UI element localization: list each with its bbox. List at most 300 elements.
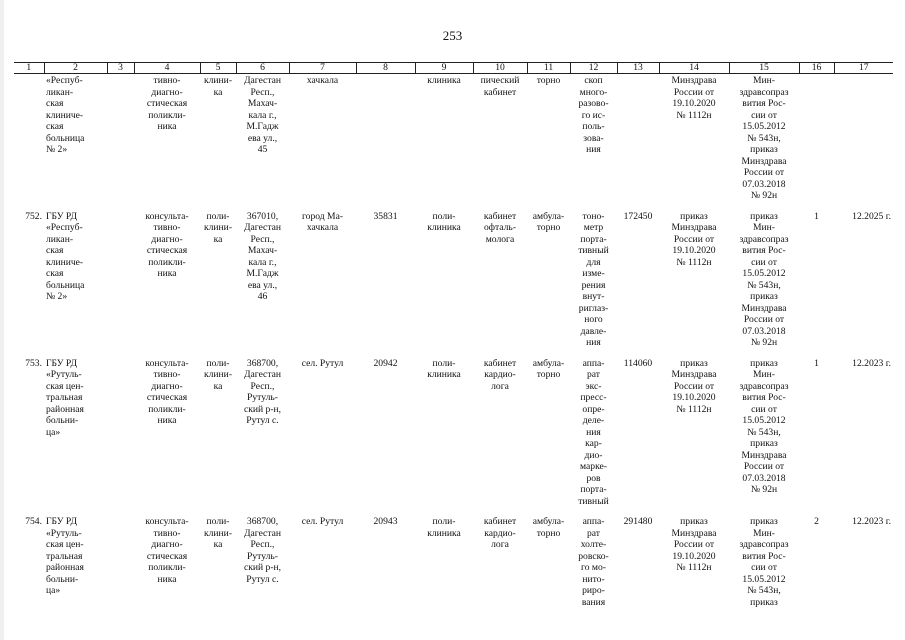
order2-cell — [729, 74, 799, 202]
cell-line: 368700, — [246, 357, 279, 369]
row-number — [14, 74, 44, 202]
cell-line: ка — [213, 539, 223, 550]
cell-line: приказ — [750, 596, 778, 608]
table-row — [14, 507, 893, 608]
cell-line: вания — [581, 596, 606, 608]
cell-line: поли- — [206, 357, 230, 369]
cell-line: клини- — [203, 527, 233, 539]
cell-line: 19.10.2020 — [672, 245, 716, 256]
cell-line: 2 — [814, 516, 819, 527]
cell-line: Рутул с. — [246, 415, 279, 426]
cell-line: диагно- — [151, 233, 183, 245]
cell-line: рат — [587, 527, 600, 539]
cell-line: 172450 — [623, 210, 653, 222]
cell-line: ния — [586, 144, 601, 155]
cell-line: ника — [157, 573, 177, 585]
cell-line: поликли- — [148, 256, 186, 268]
cell-line: районная — [46, 562, 84, 573]
cell-line: № 1112н — [676, 403, 712, 415]
cell-line: поликли- — [148, 562, 186, 573]
cell-line: лога — [491, 539, 509, 550]
cell-line: № 2» — [46, 144, 68, 155]
cell-line: М.Гадж — [246, 121, 279, 132]
type-cell — [200, 349, 236, 508]
cell-line: России от — [743, 167, 785, 178]
col-header: 16 — [799, 63, 834, 74]
price-cell — [617, 349, 659, 508]
col-header: 11 — [527, 63, 570, 74]
col-header: 10 — [473, 63, 527, 74]
cell-line: Минздрава — [671, 75, 717, 86]
cell-line: вития Рос- — [742, 98, 786, 109]
cell-line: ка — [213, 233, 223, 245]
cell-line: зова- — [583, 132, 604, 144]
address-cell — [236, 349, 289, 508]
cell-line: Минздрава — [671, 222, 717, 233]
cell-line: ния — [586, 426, 601, 438]
cell-line: № 1112н — [676, 109, 712, 121]
cell-line: торно — [536, 527, 561, 539]
cell-line: поли- — [206, 210, 230, 222]
cell-line: 20943 — [373, 516, 398, 527]
cell-line: ева ул., — [247, 279, 278, 291]
cell-line: «Респуб- — [46, 75, 83, 86]
column-header-row — [14, 63, 893, 74]
cell-line: клиника — [427, 222, 461, 233]
cell-line: ГБУ РД — [46, 210, 78, 222]
cell-line: 12.2023 г. — [852, 357, 891, 369]
organization-cell — [44, 507, 107, 608]
cell-line: М.Гадж — [246, 268, 279, 279]
code-cell — [356, 202, 415, 349]
cell-line: здравсопраз — [739, 233, 789, 245]
cell-line: диагно- — [151, 86, 183, 98]
scan-edge — [0, 0, 4, 640]
cell-line: рат — [587, 369, 600, 380]
cell-line: Респ., — [250, 86, 275, 98]
cell-line: Минздрава — [671, 369, 717, 380]
cell-line: сел. Рутул — [301, 357, 344, 369]
col-header: 8 — [356, 63, 415, 74]
cell-line: пический — [480, 75, 520, 86]
cell-line: России от — [673, 86, 715, 98]
cell-line: приказ — [750, 291, 778, 302]
cell-line: 754. — [25, 516, 42, 527]
order-cell — [659, 202, 729, 349]
price-cell — [617, 202, 659, 349]
order-cell — [659, 74, 729, 202]
cell-line: 19.10.2020 — [672, 550, 716, 562]
department-cell — [473, 349, 527, 508]
cell-line: для — [586, 256, 601, 268]
cell-line: вития Рос- — [742, 550, 786, 562]
organization-cell — [44, 349, 107, 508]
cell-line: кабинет — [483, 357, 517, 369]
col-header: 17 — [834, 63, 893, 74]
col-header: 13 — [617, 63, 659, 74]
cell-line: тоно- — [582, 210, 605, 222]
cell-line: 19.10.2020 — [672, 98, 716, 109]
cell-line: ГБУ РД — [46, 516, 78, 527]
cell-line: тивный — [578, 245, 609, 256]
col-header: 4 — [134, 63, 200, 74]
cell-line: экс- — [585, 380, 602, 392]
order2-cell — [729, 202, 799, 349]
cell-line: № 543н, — [747, 132, 781, 144]
cell-line: № 543н, — [747, 279, 781, 291]
cell-line: ка — [213, 380, 223, 392]
cell-line: приказ — [750, 516, 778, 527]
cell-line: тивно- — [153, 222, 181, 233]
cell-line: аппа- — [582, 516, 605, 527]
col-header: 2 — [44, 63, 107, 74]
cell-line: поли- — [432, 210, 456, 222]
cell-line: 368700, — [246, 516, 279, 527]
date-cell — [834, 507, 893, 608]
cell-line: приказ — [750, 210, 778, 222]
col-header: 1 — [14, 63, 44, 74]
cell-line: разово- — [578, 98, 609, 109]
equipment-cell — [570, 507, 617, 608]
cell-line: приказ — [680, 516, 708, 527]
cell-line: сел. Рутул — [301, 516, 344, 527]
kind-cell — [415, 349, 473, 508]
organization-cell — [44, 74, 107, 202]
table-row — [14, 349, 893, 508]
cell-line: клини- — [203, 75, 233, 86]
cell-line: № 1112н — [676, 256, 712, 268]
cell-line: дио- — [584, 449, 603, 461]
cell-line: консульта- — [145, 516, 189, 527]
cell-line: Минздрава — [741, 302, 787, 314]
cell-line: кабинет — [483, 210, 517, 222]
cell-line: метр — [583, 222, 604, 233]
profile-cell — [134, 349, 200, 508]
cell-line: ника — [157, 268, 177, 279]
col-header: 6 — [236, 63, 289, 74]
settlement-cell — [289, 349, 356, 508]
cell-line: молога — [485, 233, 515, 245]
cell-line: России от — [673, 380, 715, 392]
col3-cell — [107, 202, 134, 349]
cell-line: 753. — [25, 357, 42, 369]
cell-line: рения — [581, 279, 606, 291]
care-cell — [527, 349, 570, 508]
quantity-cell — [799, 507, 834, 608]
table-row — [14, 74, 893, 202]
cell-line: 12.2023 г. — [852, 516, 891, 527]
cell-line: клини- — [203, 222, 233, 233]
cell-line: районная — [46, 403, 84, 415]
cell-line: сии от — [751, 562, 777, 573]
cell-line: 1 — [814, 357, 819, 369]
col-header: 9 — [415, 63, 473, 74]
cell-line: клиниче- — [46, 109, 84, 121]
kind-cell — [415, 74, 473, 202]
cell-line: Дагестан — [243, 527, 282, 539]
settlement-cell — [289, 507, 356, 608]
cell-line: тивно- — [153, 75, 181, 86]
cell-line: Мин- — [753, 75, 775, 86]
cell-line: № 2» — [46, 291, 68, 302]
cell-line: ния — [586, 337, 601, 348]
cell-line: тивный — [578, 495, 609, 507]
cell-line: Минздрава — [741, 155, 787, 167]
cell-line: 07.03.2018 — [742, 472, 786, 484]
settlement-cell — [289, 74, 356, 202]
cell-line: порта- — [580, 233, 607, 245]
cell-line: ликан- — [46, 233, 74, 245]
cell-line: ская — [46, 245, 64, 256]
cell-line: стическая — [146, 245, 188, 256]
cell-line: клиниче- — [46, 256, 84, 268]
cell-line: «Рутуль- — [46, 369, 82, 380]
col-header: 5 — [200, 63, 236, 74]
cell-line: внут- — [582, 291, 605, 302]
cell-line: го ис- — [581, 109, 606, 121]
cell-line: Мин- — [753, 369, 775, 380]
cell-line: 15.05.2012 — [742, 573, 786, 585]
type-cell — [200, 74, 236, 202]
cell-line: России от — [673, 539, 715, 550]
cell-line: больни- — [46, 573, 79, 585]
care-cell — [527, 74, 570, 202]
price-cell — [617, 74, 659, 202]
cell-line: 07.03.2018 — [742, 325, 786, 337]
equipment-cell — [570, 202, 617, 349]
care-cell — [527, 202, 570, 349]
cell-line: тральная — [46, 392, 83, 403]
cell-line: № 1112н — [676, 562, 712, 573]
cell-line: № 543н, — [747, 585, 781, 596]
cell-line: № 92н — [750, 484, 778, 495]
cell-line: ская — [46, 121, 64, 132]
cell-line: больница — [46, 132, 85, 144]
cell-line: поль- — [582, 121, 605, 132]
cell-line: Дагестан — [243, 75, 282, 86]
cell-line: диагно- — [151, 380, 183, 392]
cell-line: приказ — [680, 210, 708, 222]
cell-line: марке- — [580, 461, 607, 472]
cell-line: 46 — [257, 291, 268, 302]
cell-line: консульта- — [145, 210, 189, 222]
cell-line: ская цен- — [46, 380, 84, 392]
equipment-table — [14, 62, 893, 608]
address-cell — [236, 507, 289, 608]
cell-line: приказ — [750, 438, 778, 449]
cell-line: амбула- — [532, 210, 565, 222]
cell-line: 15.05.2012 — [742, 121, 786, 132]
cell-line: аппа- — [582, 357, 605, 369]
cell-line: хачкала — [306, 222, 339, 233]
quantity-cell — [799, 202, 834, 349]
cell-line: много- — [579, 86, 608, 98]
cell-line: № 92н — [750, 337, 778, 348]
cell-line: сии от — [751, 256, 777, 268]
cell-line: ного — [584, 314, 603, 325]
date-cell — [834, 74, 893, 202]
address-cell — [236, 74, 289, 202]
order-cell — [659, 507, 729, 608]
cell-line: Мин- — [753, 527, 775, 539]
cell-line: город Ма- — [301, 210, 344, 222]
equipment-cell — [570, 74, 617, 202]
cell-line: скоп — [584, 75, 603, 86]
cell-line: 15.05.2012 — [742, 415, 786, 426]
cell-line: Респ., — [250, 233, 275, 245]
cell-line: 114060 — [623, 357, 653, 369]
kind-cell — [415, 202, 473, 349]
organization-cell — [44, 202, 107, 349]
cell-line: Дагестан — [243, 222, 282, 233]
cell-line: изме- — [582, 268, 605, 279]
cell-line: пресс- — [580, 392, 607, 403]
cell-line: кардио- — [484, 369, 516, 380]
code-cell — [356, 74, 415, 202]
row-number — [14, 507, 44, 608]
cell-line: клини- — [203, 369, 233, 380]
cell-line: Рутул с. — [246, 573, 279, 585]
cell-line: поликли- — [148, 403, 186, 415]
col3-cell — [107, 507, 134, 608]
cell-line: Махач- — [247, 98, 278, 109]
row-number — [14, 202, 44, 349]
cell-line: «Рутуль- — [46, 527, 82, 539]
profile-cell — [134, 202, 200, 349]
cell-line: Минздрава — [671, 527, 717, 539]
cell-line: кабинет — [483, 516, 517, 527]
cell-line: ровско- — [578, 550, 609, 562]
cell-line: 07.03.2018 — [742, 178, 786, 190]
quantity-cell — [799, 349, 834, 508]
department-cell — [473, 507, 527, 608]
cell-line: лога — [491, 380, 509, 392]
cell-line: диагно- — [151, 539, 183, 550]
cell-line: ка — [213, 86, 223, 98]
cell-line: 15.05.2012 — [742, 268, 786, 279]
table-body — [14, 74, 893, 609]
cell-line: кала г., — [248, 256, 277, 268]
cell-line: больни- — [46, 415, 79, 426]
cell-line: ника — [157, 121, 177, 132]
cell-line: го мо- — [581, 562, 606, 573]
cell-line: № 92н — [750, 190, 778, 201]
equipment-cell — [570, 349, 617, 508]
row-number — [14, 349, 44, 508]
cell-line: здравсопраз — [739, 86, 789, 98]
cell-line: риро- — [582, 585, 605, 596]
col-header: 7 — [289, 63, 356, 74]
cell-line: тивно- — [153, 369, 181, 380]
cell-line: стическая — [146, 392, 188, 403]
cell-line: Мин- — [753, 222, 775, 233]
cell-line: Махач- — [247, 245, 278, 256]
cell-line: торно — [536, 222, 561, 233]
cell-line: 752. — [25, 210, 42, 222]
cell-line: Минздрава — [741, 449, 787, 461]
cell-line: ский р-н, — [243, 403, 282, 415]
cell-line: Рутуль- — [247, 550, 278, 562]
cell-line: поли- — [432, 516, 456, 527]
cell-line: 19.10.2020 — [672, 392, 716, 403]
cell-line: России от — [743, 461, 785, 472]
cell-line: порта- — [580, 484, 607, 495]
cell-line: ева ул., — [247, 132, 278, 144]
page-number: 253 — [442, 28, 463, 43]
cell-line: 12.2025 г. — [852, 210, 891, 222]
cell-line: ров — [586, 472, 601, 484]
cell-line: амбула- — [532, 357, 565, 369]
cell-line: Респ., — [250, 380, 275, 392]
cell-line: «Респуб- — [46, 222, 83, 233]
department-cell — [473, 74, 527, 202]
cell-line: клиника — [427, 527, 461, 539]
cell-line: России от — [743, 314, 785, 325]
date-cell — [834, 349, 893, 508]
cell-line: поликли- — [148, 109, 186, 121]
cell-line: ский р-н, — [243, 562, 282, 573]
cell-line: ская — [46, 268, 64, 279]
cell-line: ская — [46, 98, 64, 109]
cell-line: клиника — [427, 75, 461, 86]
cell-line: ГБУ РД — [46, 357, 78, 369]
cell-line: Дагестан — [243, 369, 282, 380]
cell-line: 291480 — [623, 516, 653, 527]
col3-cell — [107, 74, 134, 202]
cell-line: консульта- — [145, 357, 189, 369]
type-cell — [200, 507, 236, 608]
cell-line: холте- — [580, 539, 607, 550]
order2-cell — [729, 349, 799, 508]
col-header: 14 — [659, 63, 729, 74]
cell-line: ликан- — [46, 86, 74, 98]
cell-line: ская цен- — [46, 539, 84, 550]
cell-line: сии от — [751, 109, 777, 121]
cell-line: торно — [536, 75, 561, 86]
cell-line: ца» — [46, 426, 61, 438]
cell-line: 367010, — [246, 210, 279, 222]
price-cell — [617, 507, 659, 608]
cell-line: клиника — [427, 369, 461, 380]
cell-line: приказ — [750, 144, 778, 155]
cell-line: вития Рос- — [742, 245, 786, 256]
order2-cell — [729, 507, 799, 608]
cell-line: кала г., — [248, 109, 277, 121]
col-header: 15 — [729, 63, 799, 74]
col3-cell — [107, 349, 134, 508]
cell-line: вития Рос- — [742, 392, 786, 403]
cell-line: опре- — [582, 403, 605, 415]
cell-line: поли- — [432, 357, 456, 369]
col-header: 12 — [570, 63, 617, 74]
profile-cell — [134, 74, 200, 202]
cell-line: Рутуль- — [247, 392, 278, 403]
cell-line: здравсопраз — [739, 380, 789, 392]
cell-line: сии от — [751, 403, 777, 415]
cell-line: ца» — [46, 585, 61, 596]
cell-line: № 543н, — [747, 426, 781, 438]
settlement-cell — [289, 202, 356, 349]
cell-line: России от — [673, 233, 715, 245]
code-cell — [356, 349, 415, 508]
cell-line: больница — [46, 279, 85, 291]
order-cell — [659, 349, 729, 508]
cell-line: офталь- — [483, 222, 517, 233]
cell-line: кар- — [585, 438, 602, 449]
cell-line: торно — [536, 369, 561, 380]
cell-line: 20942 — [373, 357, 398, 369]
col-header: 3 — [107, 63, 134, 74]
